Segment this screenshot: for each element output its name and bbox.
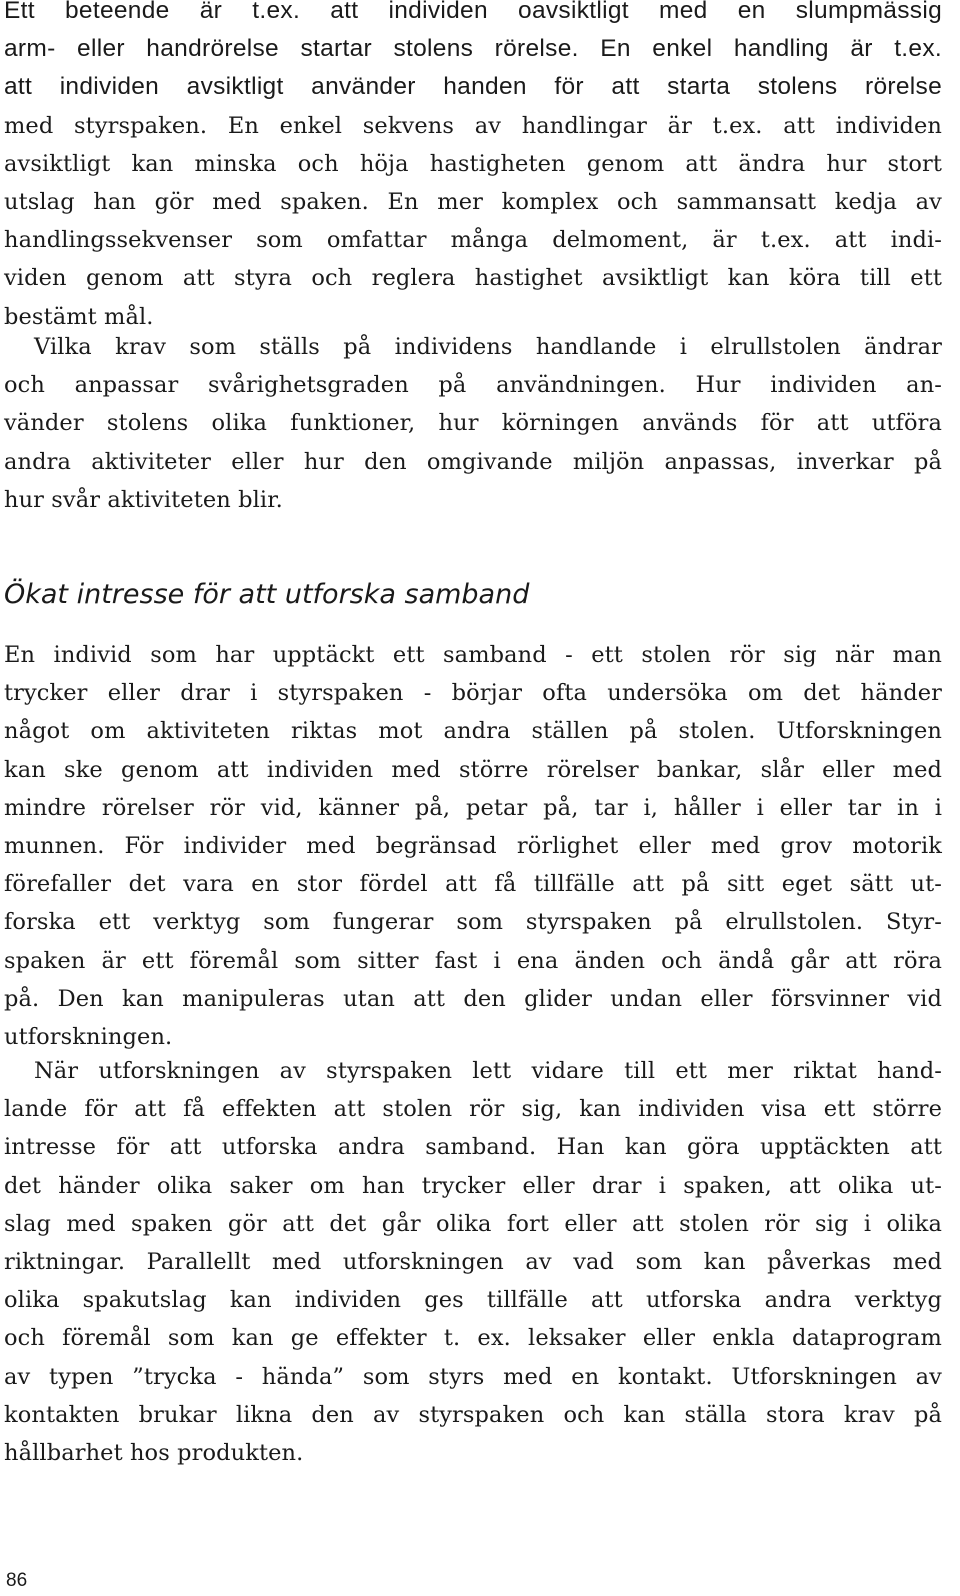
- text-line: att individen avsiktligt använder handen för att starta stolens rörelse: [4, 73, 942, 101]
- text-line: och föremål som kan ge effekter t. ex. leksaker eller enkla dataprogram: [4, 1325, 942, 1352]
- text-line: andra aktiviteter eller hur den omgivande miljön anpassas, inverkar på: [4, 448, 942, 475]
- text-line: det händer olika saker om han trycker eller drar i spaken, att olika ut-: [4, 1172, 942, 1199]
- text-line: arm- eller handrörelse startar stolens rörelse. En enkel handling är t.ex.: [4, 35, 942, 63]
- text-line: trycker eller drar i styrspaken - börjar ofta undersöka om det händer: [4, 680, 942, 707]
- text-line: En individ som har upptäckt ett samband - ett stolen rör sig när man: [4, 642, 942, 668]
- text-line: mindre rörelser rör vid, känner på, petar på, tar i, håller i eller tar in i: [4, 794, 942, 821]
- text-line: med styrspaken. En enkel sekvens av handlingar är t.ex. att individen: [4, 112, 942, 139]
- text-line: förefaller det vara en stor fördel att få tillfälle att på sitt eget sätt ut-: [4, 871, 942, 898]
- text-line: forska ett verktyg som fungerar som styrspaken på elrullstolen. Styr-: [4, 909, 942, 936]
- text-line: på. Den kan manipuleras utan att den glider undan eller försvinner vid: [4, 985, 942, 1012]
- paragraph-behaviour-levels: [4, 0, 942, 336]
- paragraph-directed-action: [4, 1052, 942, 1472]
- text-line: avsiktligt kan minska och höja hastigheten genom att ändra hur stort: [4, 150, 942, 177]
- text-line: bestämt mål.: [4, 303, 154, 330]
- text-line: något om aktiviteten riktas mot andra ställen på stolen. Utforskningen: [4, 718, 942, 745]
- text-line: slag med spaken gör att det går olika fort eller att stolen rör sig i olika: [4, 1210, 942, 1237]
- text-line: hur svår aktiviteten blir.: [4, 486, 283, 513]
- paragraph-difficulty: [4, 328, 942, 519]
- text-line: munnen. För individer med begränsad rörlighet eller med grov motorik: [4, 832, 942, 859]
- text-line: Vilka krav som ställs på individens handlande i elrullstolen ändrar: [34, 334, 942, 360]
- text-line: kan ske genom att individen med större rörelser bankar, slår eller med: [4, 756, 942, 783]
- text-line: hållbarhet hos produkten.: [4, 1439, 304, 1466]
- text-line: kontakten brukar likna den av styrspaken och kan ställa stora krav på: [4, 1401, 942, 1428]
- text-line: av typen ”trycka - hända” som styrs med en kontakt. Utforskningen av: [4, 1363, 942, 1390]
- page-number: 86: [6, 1570, 28, 1591]
- text-line: och anpassar svårighetsgraden på användningen. Hur individen an-: [4, 372, 942, 399]
- text-line: När utforskningen av styrspaken lett vidare till ett mer riktat hand-: [34, 1058, 942, 1084]
- text-line: lande för att få effekten att stolen rör sig, kan individen visa ett större: [4, 1096, 942, 1123]
- section-heading: Ökat intresse för att utforska samband: [4, 579, 530, 610]
- text-line: utforskningen.: [4, 1023, 173, 1050]
- text-line: handlingssekvenser som omfattar många delmoment, är t.ex. att indi-: [4, 227, 942, 254]
- paragraph-exploration: [4, 636, 942, 1056]
- text-line: Ett beteende är t.ex. att individen oavsiktligt med en slumpmässig: [4, 0, 942, 24]
- text-line: spaken är ett föremål som sitter fast i ena änden och ändå går att röra: [4, 947, 942, 974]
- text-line: intresse för att utforska andra samband. Han kan göra upptäckten att: [4, 1134, 942, 1161]
- text-line: vänder stolens olika funktioner, hur körningen används för att utföra: [4, 410, 942, 437]
- text-line: olika spakutslag kan individen ges tillfälle att utforska andra verktyg: [4, 1287, 942, 1314]
- text-line: utslag han gör med spaken. En mer komplex och sammansatt kedja av: [4, 188, 942, 215]
- text-line: viden genom att styra och reglera hastighet avsiktligt kan köra till ett: [4, 265, 942, 292]
- text-line: riktningar. Parallellt med utforskningen av vad som kan påverkas med: [4, 1248, 942, 1275]
